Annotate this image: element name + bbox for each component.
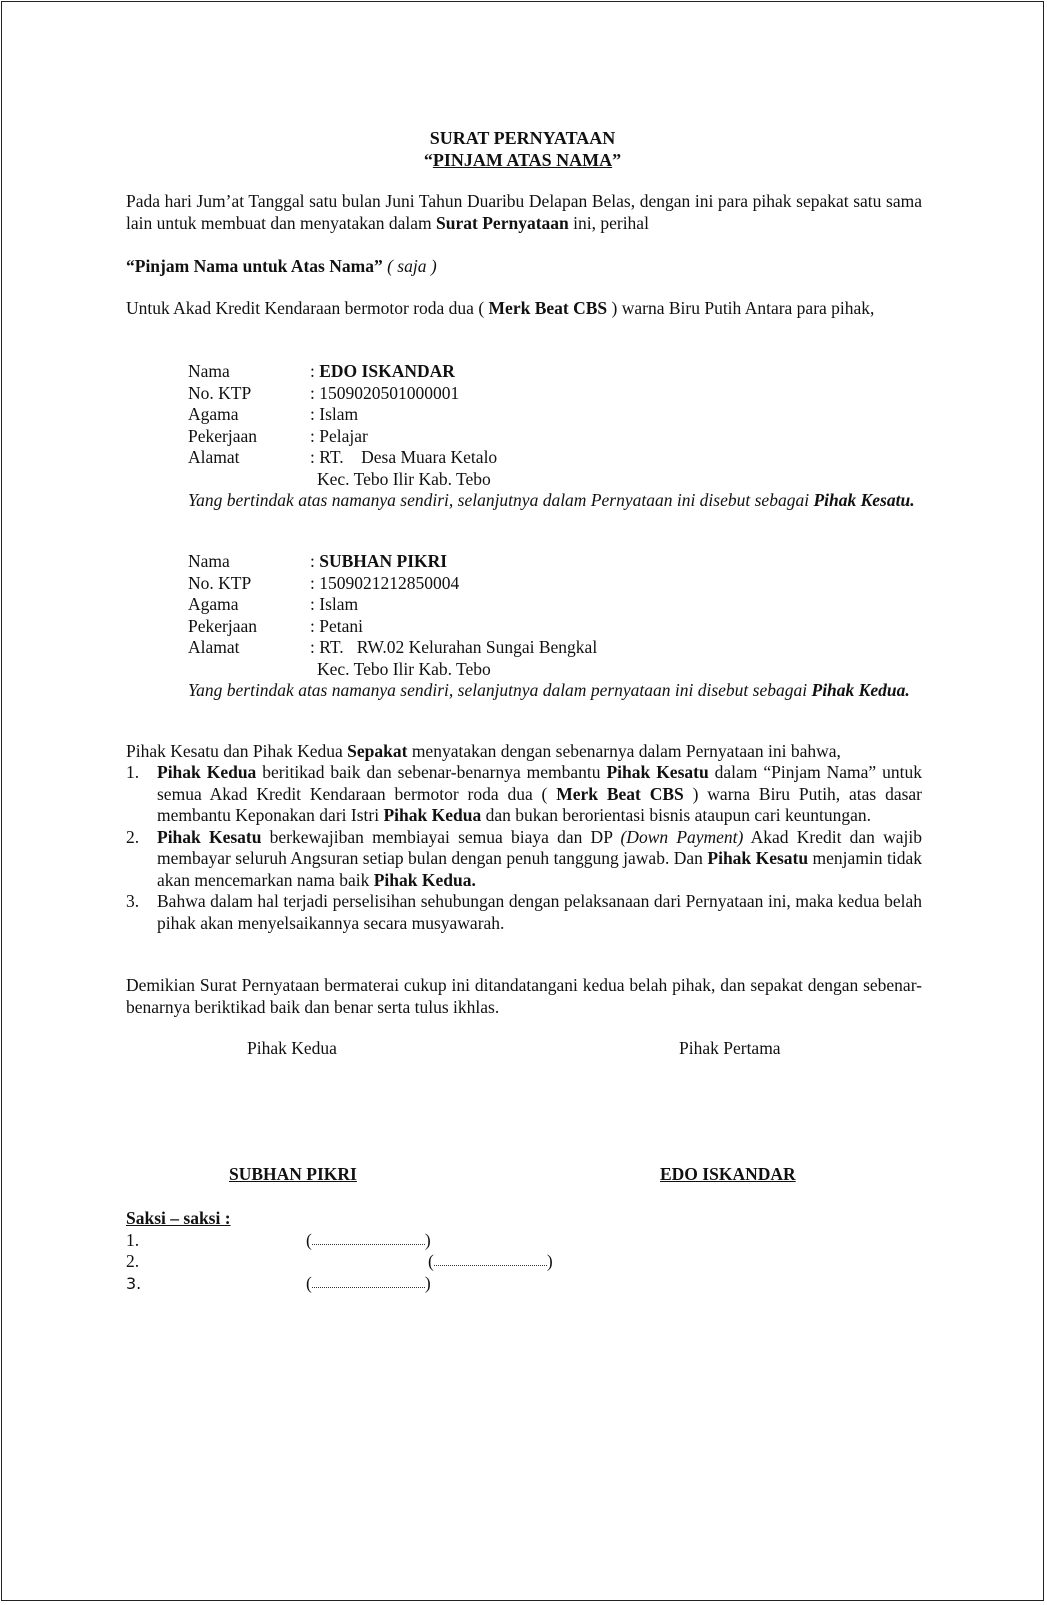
quote-close: ” — [612, 150, 622, 170]
list-item: 2. Pihak Kesatu berkewajiban membiayai semua biaya dan DP (Down Payment) Akad Kredit dan wajib membayar seluruh Angsuran setiap bulan dengan penuh tanggung jawab. Dan Pihak Kesatu menjamin tidak akan mencemarkan nama baik Pihak Kedua. — [126, 826, 922, 890]
witnesses-block — [126, 1208, 626, 1294]
party2-row-ktp: No. KTP : 1509021212850004 — [188, 572, 460, 593]
signature-left-role: Pihak Kedua — [247, 1038, 337, 1058]
party1-row-pekerjaan: Pekerjaan : Pelajar — [188, 425, 368, 446]
subject-line: “Pinjam Nama untuk Atas Nama” ( saja ) — [126, 256, 437, 276]
party2-row-agama: Agama : Islam — [188, 594, 359, 614]
witness-row-3: 3. ( ) — [126, 1272, 431, 1293]
signature-line — [434, 1251, 547, 1266]
party2-note: Yang bertindak atas namanya sendiri, selanjutnya dalam pernyataan ini disebut sebagai Pihak Kedua. — [188, 680, 910, 700]
closing-paragraph: Demikian Surat Pernyataan bermaterai cukup ini ditandatangani kedua belah pihak, dan sepakat dengan sebenar-benarnya beriktikad baik dan benar serta tulus ikhlas. — [126, 975, 922, 1017]
party1-row-name: Nama : EDO ISKANDAR — [188, 361, 455, 381]
party1-row-ktp: No. KTP : 1509020501000001 — [188, 382, 460, 403]
witness-row-1: 1. ( ) — [126, 1229, 431, 1250]
party2-row-pekerjaan: Pekerjaan : Petani — [188, 615, 363, 636]
signature-left-name: SUBHAN PIKRI — [229, 1164, 357, 1184]
party1-row-agama: Agama : Islam — [188, 404, 359, 424]
party1-row-alamat: Alamat : RT. Desa Muara Ketalo — [188, 447, 498, 467]
party2-row-name: Nama : SUBHAN PIKRI — [188, 551, 448, 571]
witnesses-heading: Saksi – saksi : — [126, 1208, 231, 1228]
party2-address-cont: Kec. Tebo Ilir Kab. Tebo — [317, 658, 491, 679]
signature-right-name: EDO ISKANDAR — [660, 1164, 796, 1184]
list-item: 1. Pihak Kedua beritikad baik dan sebenar-benarnya membantu Pihak Kesatu dalam “Pinjam Nama” untuk semua Akad Kredit Kendaraan bermotor roda dua ( Merk Beat CBS ) warna Biru Putih, atas dasar membantu Keponakan dari Istri Pihak Kedua dan bukan berorientasi bisnis ataupun cari keuntungan. — [126, 762, 922, 825]
signature-line — [312, 1273, 425, 1288]
document-page — [1, 1, 1044, 1601]
agreement-intro: Pihak Kesatu dan Pihak Kedua Sepakat menyatakan dengan sebenarnya dalam Pernyataan ini bahwa, — [126, 741, 841, 761]
document-title — [2, 127, 1043, 171]
title-line2 — [2, 149, 1043, 171]
signature-line — [312, 1230, 425, 1245]
party1-note: Yang bertindak atas namanya sendiri, selanjutnya dalam Pernyataan ini disebut sebagai Pihak Kesatu. — [188, 490, 915, 510]
purpose-paragraph: Untuk Akad Kredit Kendaraan bermotor roda dua ( Merk Beat CBS ) warna Biru Putih Antara para pihak, — [126, 298, 875, 318]
party1-address-cont: Kec. Tebo Ilir Kab. Tebo — [317, 468, 491, 489]
party2-row-alamat: Alamat : RT. RW.02 Kelurahan Sungai Bengkal — [188, 637, 598, 657]
party1-block — [188, 361, 922, 512]
agreement-points — [126, 762, 922, 934]
title-line2-text: PINJAM ATAS NAMA — [432, 150, 613, 170]
title-line1: SURAT PERNYATAAN — [429, 128, 616, 148]
party2-block — [188, 551, 922, 702]
witness-row-2: 2. ( ) — [126, 1251, 553, 1271]
quote-open: “ — [423, 150, 433, 170]
list-item: 3. Bahwa dalam hal terjadi perselisihan sehubungan dengan pelaksanaan dari Pernyataan ini, maka kedua belah pihak akan menyelsaikannya secara musyawarah. — [126, 891, 922, 933]
signature-right-role: Pihak Pertama — [679, 1038, 781, 1058]
intro-paragraph: Pada hari Jum’at Tanggal satu bulan Juni Tahun Duaribu Delapan Belas, dengan ini para pihak sepakat satu sama lain untuk membuat dan menyatakan dalam Surat Pernyataan ini, perihal — [126, 191, 922, 233]
